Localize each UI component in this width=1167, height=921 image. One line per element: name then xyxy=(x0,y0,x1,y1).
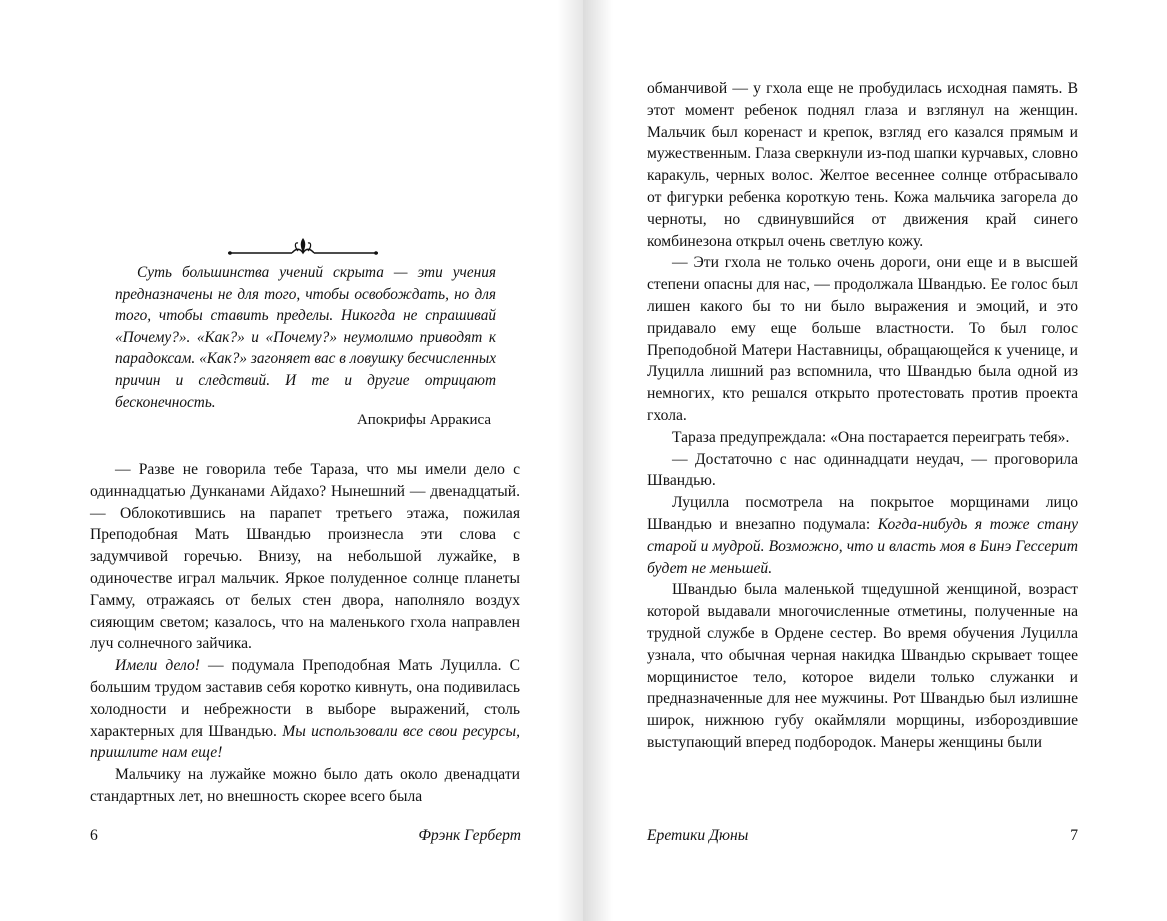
italic-thought: Имели дело! xyxy=(115,657,200,675)
paragraph: — Достаточно с нас одиннадцати неудач, — проговорила Швандью. xyxy=(647,450,1078,490)
epigraph xyxy=(115,262,496,413)
paragraph: Мальчику на лужайке можно было дать около двенадцати стандартных лет, но внешность скорее всего была xyxy=(90,766,520,805)
paragraph-text: Луцилла посмотрела на покрытое морщинами лицо Швандью и внезапно подумала: xyxy=(647,494,1078,533)
running-head-author: Фрэнк Герберт xyxy=(418,827,521,844)
italic-thought: Когда-нибудь я тоже стану старой и мудрой. Возможно, что и власть моя в Бинэ Гессерит будет не меньшей. xyxy=(647,515,1078,577)
epigraph-source: Апокрифы Арракиса xyxy=(356,412,491,428)
ornament-divider-icon xyxy=(228,236,378,260)
left-page xyxy=(0,0,583,921)
gutter-shadow xyxy=(583,0,613,921)
paragraph: Швандью была маленькой тщедушной женщиной, возраст которой выдавали многочисленные отметины, полученные на трудной службе в Ордене сестер. Во время обучения Луцилла узнала, что обычная черная накидка Швандью скрывает тощее морщинистое тело, которое видели только служанки и предназначенные для нее мужчины. Рот Швандью был излишне широк, нижнюю губу окаймляли морщины, избороздившие выступающий вперед подбородок. Манеры женщины были xyxy=(647,581,1078,751)
page-number: 7 xyxy=(1070,827,1078,844)
right-page xyxy=(583,0,1167,921)
paragraph: Тараза предупреждала: «Она постарается переиграть тебя». xyxy=(672,428,1070,446)
paragraph: обманчивой — у гхола еще не пробудилась исходная память. В этот момент ребенок поднял глаза и взглянул на женщин. Мальчик был коренаст и крепок, взгляд его казался прямым и мужественным. Глаза сверкнули из-под шапки курчавых, словно каракуль, черных волос. Желтое весеннее солнце отбрасывало от фигурки ребенка короткую тень. Кожа мальчика загорела до черноты, но сдвинувшийся от движения край синего комбинезона открыл очень светлую кожу. xyxy=(647,80,1078,250)
paragraph: — Эти гхола не только очень дороги, они еще и в высшей степени опасны для нас, — продолжала Швандью. Ее голос был лишен какого бы то ни было выражения и эмоций, и это придавало ему еще больше властности. То был голос Преподобной Матери Наставницы, обращающейся к ученице, и Луцилла лишний раз вспомнила, что Швандью была одной из немногих, кто решался открыто протестовать против проекта гхола. xyxy=(647,254,1078,424)
running-head-title: Еретики Дюны xyxy=(647,827,749,844)
paragraph xyxy=(647,492,1078,579)
paragraph-text: — подумала Преподобная Мать Луцилла. С большим трудом заставив себя коротко кивнуть, она подивилась холодности и небрежности в выборе выражений, столь характерных для Швандью. xyxy=(90,657,520,740)
page-number: 6 xyxy=(90,827,98,844)
left-body-text xyxy=(90,459,520,808)
paragraph xyxy=(90,655,520,764)
right-body-text xyxy=(647,78,1078,754)
paragraph: — Разве не говорила тебе Тараза, что мы имели дело с одиннадцатью Дунканами Айдахо? Нынешний — двенадцатый. — Облокотившись на парапет третьего этажа, пожилая Преподобная Мать Швандью произнесла эти слова с задумчивой горечью. Внизу, на небольшой лужайке, в одиночестве играл мальчик. Яркое полуденное солнце планеты Гамму, отражаясь от белых стен двора, наполняло воздух сияющим светом; казалось, что на маленького гхола направлен луч солнечного зайчика. xyxy=(90,461,520,653)
gutter-shadow xyxy=(557,0,583,921)
epigraph-text: Суть большинства учений скрыта — эти учения предназначены не для того, чтобы освобождать, но для того, чтобы ставить пределы. Никогда не спрашивай «Почему?». «Как?» и «Почему?» неумолимо приводят к парадоксам. «Как?» загоняет вас в ловушку бесчисленных причин и следствий. И те и другие отрицают бесконечность. xyxy=(115,264,496,411)
italic-thought: Мы использовали все свои ресурсы, пришлите нам еще! xyxy=(90,722,520,762)
